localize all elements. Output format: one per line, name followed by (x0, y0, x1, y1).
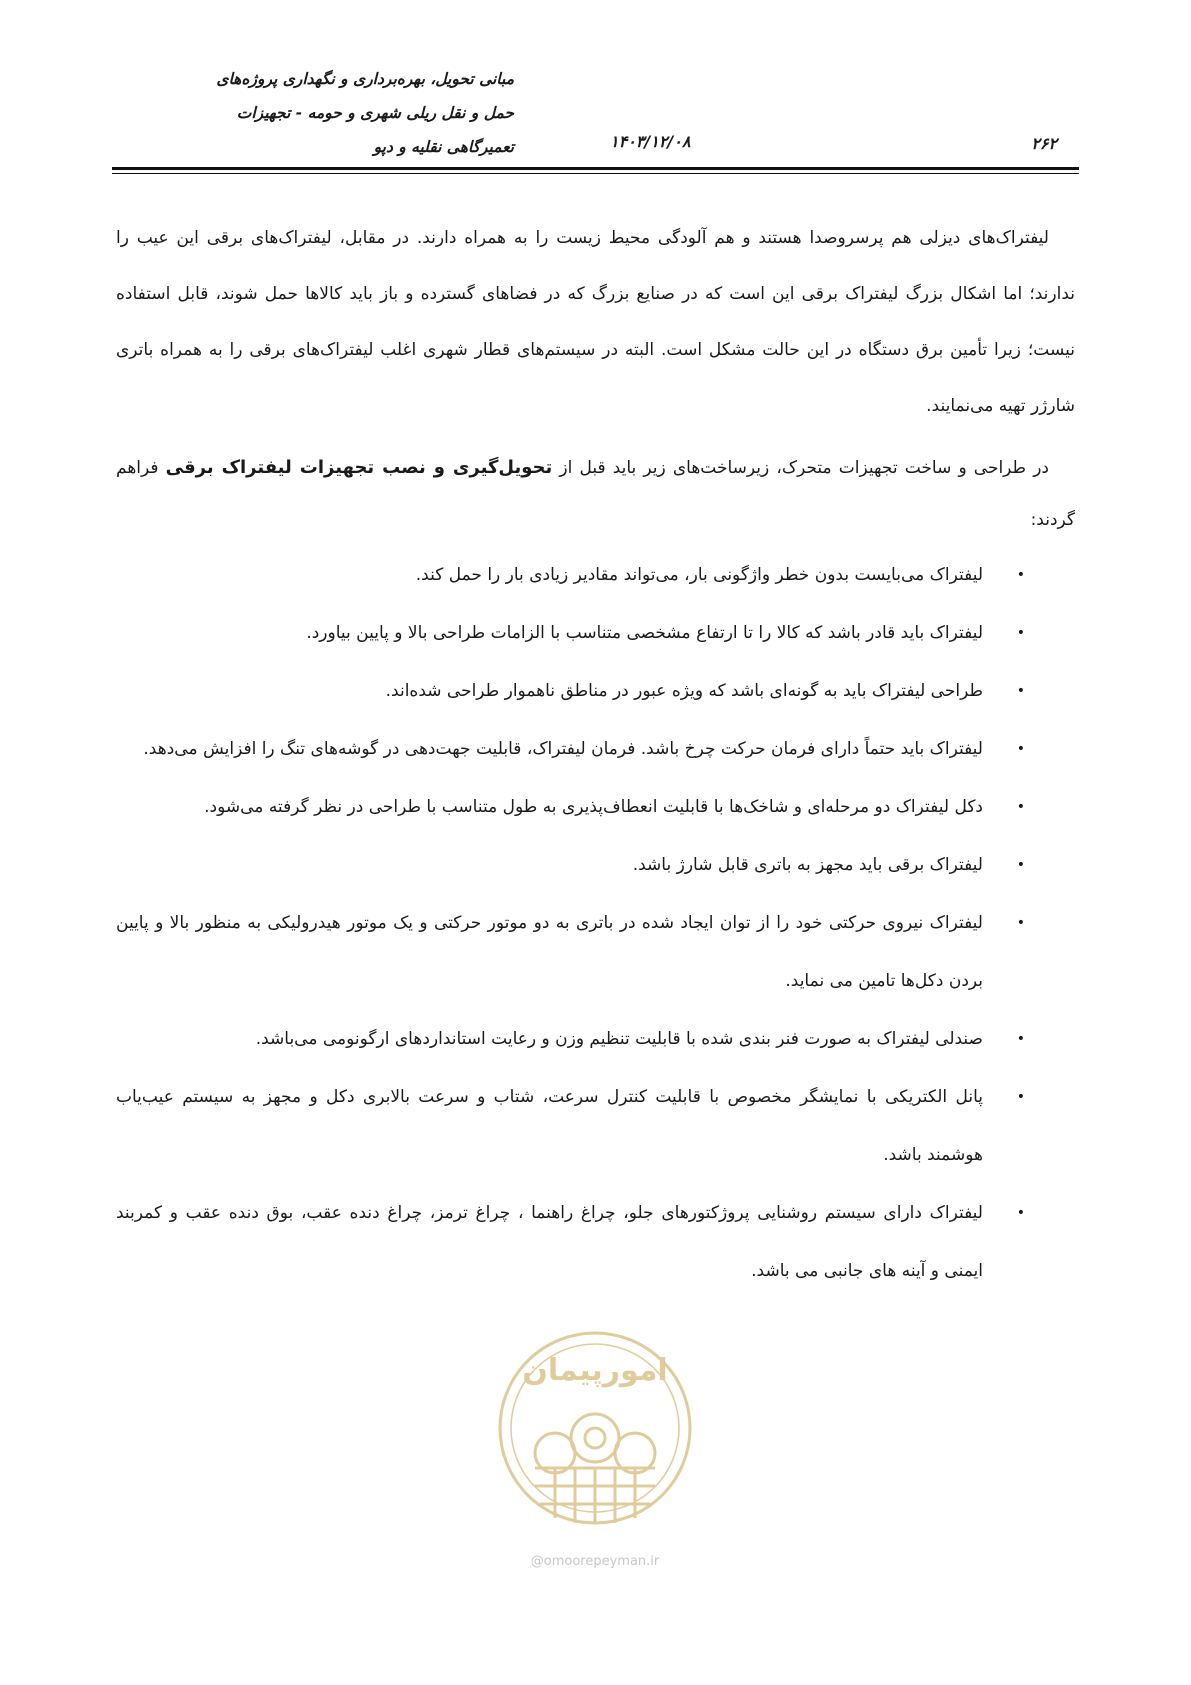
list-item-text: لیفتراک نیروی حرکتی خود را از توان ایجاد شده در باتری به دو موتور حرکتی و یک موتور هیدرولیکی به منظور بالا و پایین بردن دکل‌ها تامین می نماید. (116, 913, 983, 991)
requirements-list (116, 546, 1075, 1300)
bullet-icon: • (1016, 1205, 1025, 1221)
header-rule-thin (112, 173, 1079, 174)
list-item-text: طراحی لیفتراک باید به گونه‌ای باشد که ویژه عبور در مناطق ناهموار طراحی شده‌اند. (385, 681, 983, 701)
bullet-icon: • (1016, 857, 1025, 873)
title-line-1: مبانی تحویل، بهره‌برداری و نگهداری پروژه‌های (216, 70, 514, 88)
watermark-logo-icon (495, 1318, 695, 1548)
list-item (116, 894, 1075, 1010)
paragraph-requirements (116, 442, 1075, 546)
bullet-icon: • (1016, 683, 1025, 699)
list-item (116, 662, 1075, 720)
list-item (116, 778, 1075, 836)
bullet-icon: • (1016, 799, 1025, 815)
title-line-3: تعمیرگاهی نقلیه و دپو (373, 138, 514, 156)
title-line-2: حمل و نقل ریلی شهری و حومه - تجهیزات (236, 104, 514, 122)
list-item-text: لیفتراک باید قادر باشد که کالا را تا ارتفاع مشخصی متناسب با الزامات طراحی بالا و پایین بیاورد. (306, 623, 983, 643)
list-item (116, 1068, 1075, 1184)
watermark (495, 1318, 695, 1618)
list-item-text: لیفتراک دارای سیستم روشنایی پروژکتورهای جلو، چراغ راهنما ، چراغ ترمز، چراغ دنده عقب، بوق دنده عقب و کمربند ایمنی و آینه های جانبی می باشد. (116, 1203, 983, 1281)
bullet-icon: • (1016, 1089, 1025, 1105)
list-item-text: صندلی لیفتراک به صورت فنر بندی شده با قابلیت تنظیم وزن و رعایت استانداردهای ارگونومی می‌باشد. (255, 1029, 983, 1049)
paragraph-intro: لیفتراک‌های دیزلی هم پرسروصدا هستند و هم آلودگی محیط زیست را به همراه دارند. در مقابل، لیفتراک‌های برقی این عیب را ندارند؛ اما اشکال بزرگ لیفتراک برقی این است که در صنایع بزرگ که در فضاهای گسترده و باز باید کالاها حمل شوند، قابل استفاده نیست؛ زیرا تأمین برق دستگاه در این حالت مشکل است. البته در سیستم‌های قطار شهری اغلب لیفتراک‌های برقی را به همراه باتری شارژر تهیه می‌نمایند. (116, 228, 1075, 416)
document-title (134, 62, 514, 164)
bullet-icon: • (1016, 1031, 1025, 1047)
list-item (116, 1010, 1075, 1068)
bullet-icon: • (1016, 625, 1025, 641)
bullet-icon: • (1016, 741, 1025, 757)
paragraph-requirements-bold: تحویل‌گیری و نصب تجهیزات لیفتراک برقی (165, 457, 553, 478)
list-item-text: لیفتراک می‌بایست بدون خطر واژگونی بار، می‌تواند مقادیر زیادی بار را حمل کند. (415, 565, 983, 585)
watermark-logo-text: امورپیمان (522, 1353, 668, 1388)
list-item-text: دکل لیفتراک دو مرحله‌ای و شاخک‌ها با قابلیت انعطاف‌پذیری به طول متناسب با طراحی در نظر گرفته می‌شود. (204, 797, 983, 817)
list-item-text: پانل الکتریکی با نمایشگر مخصوص با قابلیت کنترل سرعت، شتاب و سرعت بالابری دکل و مجهز به سیستم عیب‌یاب هوشمند باشد. (116, 1087, 983, 1165)
bullet-icon: • (1016, 915, 1025, 931)
list-item (116, 720, 1075, 778)
page-number: ۲۶۲ (1031, 134, 1057, 153)
paragraph-requirements-end: فراهم گردند: (116, 458, 1075, 530)
list-item (116, 836, 1075, 894)
bullet-icon: • (1016, 567, 1025, 583)
list-item-text: لیفتراک برقی باید مجهز به باتری قابل شارژ باشد. (632, 855, 983, 875)
paragraph-requirements-start: در طراحی و ساخت تجهیزات متحرک، زیرساخت‌های زیر باید قبل از (552, 458, 1049, 478)
header-rule-thick (112, 167, 1079, 170)
page-header (112, 56, 1079, 166)
document-date: ۱۴۰۳/۱۲/۰۸ (610, 132, 691, 151)
list-item (116, 604, 1075, 662)
page-content (116, 210, 1075, 1300)
watermark-url: @omoorepeyman.ir (530, 1554, 660, 1569)
list-item (116, 1184, 1075, 1300)
list-item (116, 546, 1075, 604)
list-item-text: لیفتراک باید حتماً دارای فرمان حرکت چرخ باشد. فرمان لیفتراک، قابلیت جهت‌دهی در گوشه‌های تنگ را افزایش می‌دهد. (143, 739, 983, 759)
